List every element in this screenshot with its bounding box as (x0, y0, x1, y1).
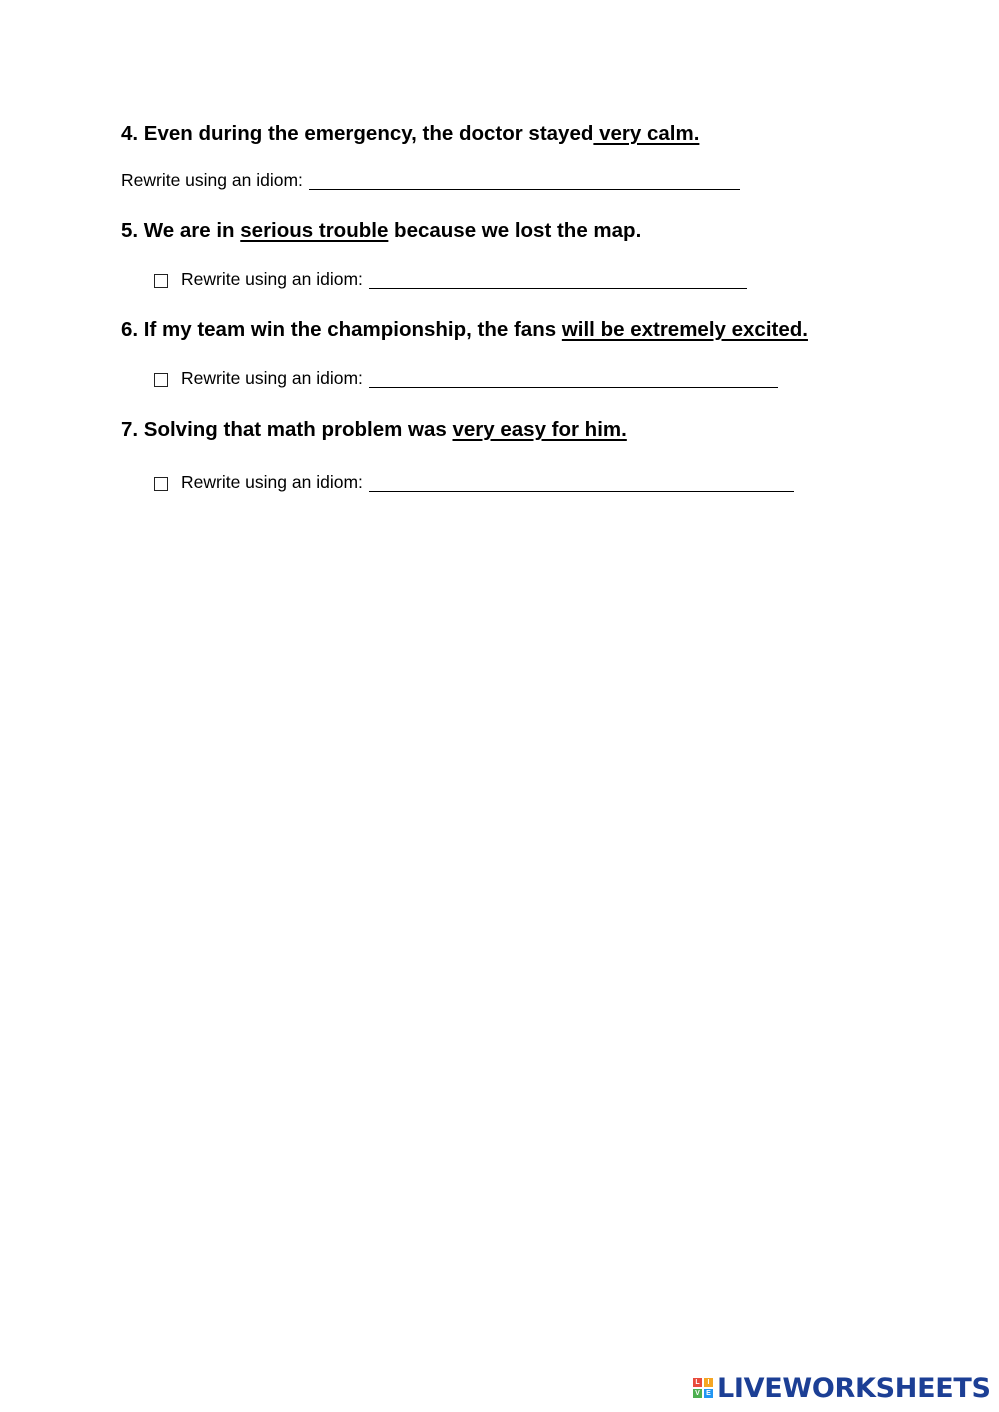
question-7-underlined: very easy for him. (452, 418, 627, 441)
logo-badge-i: I (704, 1378, 713, 1387)
question-6-title (121, 320, 808, 341)
question-7-answer-row (154, 474, 794, 492)
question-5-after: because we lost the map. (388, 219, 642, 242)
question-5-text: 5. We are in (121, 219, 241, 242)
question-7-answer-label: Rewrite using an idiom: (181, 472, 363, 492)
question-7-title (121, 420, 627, 441)
logo-text: LIVEWORKSHEETS (717, 1372, 991, 1404)
question-5-checkbox[interactable] (154, 274, 168, 288)
logo-badge-icon (693, 1378, 713, 1398)
question-7-answer-blank[interactable] (369, 477, 794, 492)
question-6-answer-blank[interactable] (369, 373, 778, 388)
question-4-answer-blank[interactable] (309, 175, 740, 190)
question-7-text: 7. Solving that math problem was (121, 418, 453, 441)
question-4-text: 4. Even during the emergency, the doctor stayed (121, 122, 594, 145)
question-5-title (121, 221, 641, 242)
question-6-checkbox[interactable] (154, 373, 168, 387)
question-5-answer-blank[interactable] (369, 274, 747, 289)
question-4-answer-label: Rewrite using an idiom: (121, 170, 303, 190)
question-6-text: 6. If my team win the championship, the fans (121, 318, 562, 341)
question-6-answer-label: Rewrite using an idiom: (181, 368, 363, 388)
question-5-answer-label: Rewrite using an idiom: (181, 269, 363, 289)
question-4-underlined: very calm. (593, 122, 700, 145)
question-6-underlined: will be extremely excited. (561, 318, 808, 341)
logo-badge-v: V (693, 1389, 702, 1398)
logo-badge-e: E (704, 1389, 713, 1398)
question-4-answer-row (121, 172, 740, 190)
question-4-title (121, 124, 699, 145)
question-6-answer-row (154, 370, 778, 388)
logo-badge-l: L (693, 1378, 702, 1387)
question-5-underlined: serious trouble (240, 219, 389, 242)
liveworksheets-logo[interactable] (693, 1373, 991, 1403)
question-5-answer-row (154, 271, 747, 289)
question-7-checkbox[interactable] (154, 477, 168, 491)
